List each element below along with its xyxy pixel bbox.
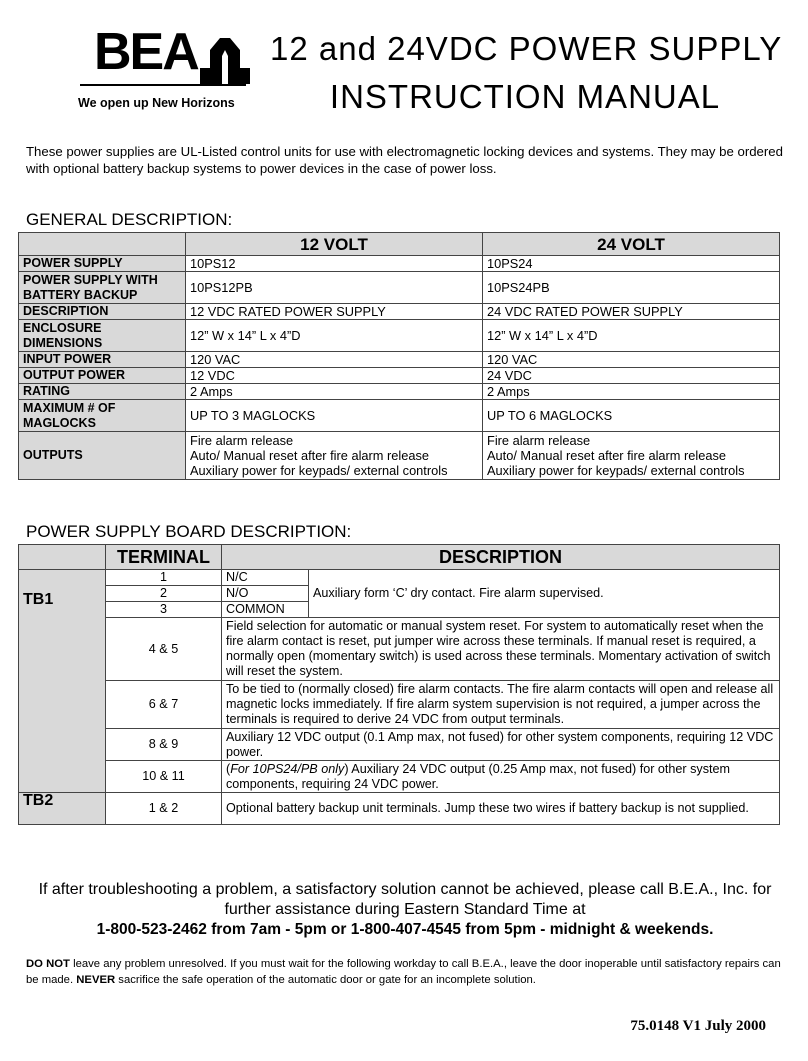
general-heading: GENERAL DESCRIPTION: xyxy=(26,210,233,229)
terminal-description: (For 10PS24/PB only) Auxiliary 24 VDC output (0.25 Amp max, not fused) for other system components, requiring 24 VDC power. xyxy=(222,761,780,793)
table-row xyxy=(19,304,780,320)
notice-paragraph xyxy=(26,956,786,988)
board-table xyxy=(18,544,780,825)
contact-name: N/O xyxy=(222,586,309,602)
table-row xyxy=(19,793,780,825)
intro-paragraph: These power supplies are UL-Listed control units for use with electromagnetic locking devices and systems. They may be ordered with optional battery backup systems to power devices in the case of power loss. xyxy=(26,144,783,176)
row-label: POWER SUPPLY xyxy=(19,256,186,272)
row-label: MAXIMUM # OF MAGLOCKS xyxy=(19,400,186,432)
output-line: Fire alarm release xyxy=(487,433,591,448)
board-header-row xyxy=(19,545,780,570)
tb1-text: TB1 xyxy=(23,591,54,608)
output-line: Auto/ Manual reset after fire alarm release xyxy=(190,448,429,463)
terminal-number: 6 & 7 xyxy=(106,681,222,729)
table-row xyxy=(19,384,780,400)
notice-lead: DO NOT xyxy=(26,958,70,970)
value-24: 24 VDC RATED POWER SUPPLY xyxy=(483,304,780,320)
table-row xyxy=(19,368,780,384)
terminal-description: Auxiliary 12 VDC output (0.1 Amp max, not fused) for other system components, requiring 12 VDC power. xyxy=(222,729,780,761)
table-row xyxy=(19,729,780,761)
terminal-description: Optional battery backup unit terminals. Jump these two wires if battery backup is not supplied. xyxy=(222,793,780,825)
document-number: 75.0148 V1 July 2000 xyxy=(630,1018,766,1034)
value-24: 12” W x 14” L x 4”D xyxy=(483,320,780,352)
tb2-label: TB2 xyxy=(19,793,106,825)
value-12 xyxy=(186,432,483,480)
output-line: Auxiliary power for keypads/ external controls xyxy=(487,463,745,478)
door-emblem-icon xyxy=(200,28,250,84)
general-header-row xyxy=(19,233,780,256)
board-heading: POWER SUPPLY BOARD DESCRIPTION: xyxy=(26,522,352,541)
terminal-number: 4 & 5 xyxy=(106,618,222,681)
logo-tagline: We open up New Horizons xyxy=(78,96,235,110)
col-24-volt: 24 VOLT xyxy=(483,233,780,256)
help-text: If after troubleshooting a problem, a satisfactory solution cannot be achieved, please call B.E.A., Inc. for further assistance during Eastern Standard Time at xyxy=(38,881,772,918)
model-note: For 10PS24/PB only xyxy=(230,761,345,776)
row-label: OUTPUTS xyxy=(19,432,186,480)
contact-name: N/C xyxy=(222,570,309,586)
notice-middle: leave any problem unresolved. If you must wait for the following workday to call B.E.A., leave the door inoperable until satisfactory repairs can be made. xyxy=(26,958,781,986)
value-12: 10PS12PB xyxy=(186,272,483,304)
terminal-number: 1 xyxy=(106,570,222,586)
value-12: UP TO 3 MAGLOCKS xyxy=(186,400,483,432)
row-label: ENCLOSURE DIMENSIONS xyxy=(19,320,186,352)
logo-word: BEA xyxy=(94,23,198,81)
value-24: UP TO 6 MAGLOCKS xyxy=(483,400,780,432)
value-12: 2 Amps xyxy=(186,384,483,400)
board-header-blank xyxy=(19,545,106,570)
table-row xyxy=(19,272,780,304)
general-header-blank xyxy=(19,233,186,256)
row-label: POWER SUPPLY WITH BATTERY BACKUP xyxy=(19,272,186,304)
value-24: 10PS24PB xyxy=(483,272,780,304)
tb1-label xyxy=(19,570,106,793)
table-row xyxy=(19,618,780,681)
terminal-description-text: ) Auxiliary 24 VDC output (0.25 Amp max, not fused) for other system components, requiring 24 VDC power. xyxy=(226,761,730,791)
help-phones: 1-800-523-2462 from 7am - 5pm or 1-800-407-4545 from 5pm - midnight & weekends. xyxy=(96,921,714,938)
output-line: Auto/ Manual reset after fire alarm release xyxy=(487,448,726,463)
logo-rule xyxy=(80,84,246,86)
output-line: Auxiliary power for keypads/ external controls xyxy=(190,463,448,478)
value-12: 12 VDC RATED POWER SUPPLY xyxy=(186,304,483,320)
value-24: 24 VDC xyxy=(483,368,780,384)
table-row xyxy=(19,681,780,729)
value-12: 12” W x 14” L x 4”D xyxy=(186,320,483,352)
terminal-number: 3 xyxy=(106,602,222,618)
row-label: OUTPUT POWER xyxy=(19,368,186,384)
terminal-number: 10 & 11 xyxy=(106,761,222,793)
table-row xyxy=(19,432,780,480)
title-line-1: 12 and 24VDC POWER SUPPLY xyxy=(270,30,783,67)
value-24: 2 Amps xyxy=(483,384,780,400)
table-row xyxy=(19,320,780,352)
terminal-description: To be tied to (normally closed) fire alarm contacts. The fire alarm contacts will open and release all magnetic locks immediately. If fire alarm system supervision is not required, a jumper across the terminals is required to derive 24 VDC from output terminals. xyxy=(222,681,780,729)
notice-never: NEVER xyxy=(76,974,116,986)
value-12: 10PS12 xyxy=(186,256,483,272)
value-24 xyxy=(483,432,780,480)
table-row xyxy=(19,352,780,368)
bea-logo xyxy=(76,22,252,118)
row-label: RATING xyxy=(19,384,186,400)
terminal-number: 8 & 9 xyxy=(106,729,222,761)
value-12: 120 VAC xyxy=(186,352,483,368)
value-12: 12 VDC xyxy=(186,368,483,384)
title-line-2: INSTRUCTION MANUAL xyxy=(329,78,721,115)
col-description: DESCRIPTION xyxy=(222,545,780,570)
table-row xyxy=(19,570,780,586)
output-line: Fire alarm release xyxy=(190,433,294,448)
contacts-description: Auxiliary form ‘C’ dry contact. Fire alarm supervised. xyxy=(309,570,780,618)
contact-name: COMMON xyxy=(222,602,309,618)
row-label: DESCRIPTION xyxy=(19,304,186,320)
table-row xyxy=(19,761,780,793)
row-label: INPUT POWER xyxy=(19,352,186,368)
col-12-volt: 12 VOLT xyxy=(186,233,483,256)
help-block xyxy=(20,880,790,940)
terminal-description: Field selection for automatic or manual system reset. For system to automatically reset when the fire alarm contact is reset, put jumper wire across these terminals. If manual reset is required, a normally open (momentary switch) is used across these terminals. Momentary activation of switch will reset the system. xyxy=(222,618,780,681)
terminal-number: 1 & 2 xyxy=(106,793,222,825)
value-24: 10PS24 xyxy=(483,256,780,272)
col-terminal: TERMINAL xyxy=(106,545,222,570)
table-row xyxy=(19,400,780,432)
table-row xyxy=(19,256,780,272)
general-table xyxy=(18,232,780,480)
notice-tail: sacrifice the safe operation of the automatic door or gate for an incomplete solution. xyxy=(115,974,536,986)
value-24: 120 VAC xyxy=(483,352,780,368)
terminal-number: 2 xyxy=(106,586,222,602)
